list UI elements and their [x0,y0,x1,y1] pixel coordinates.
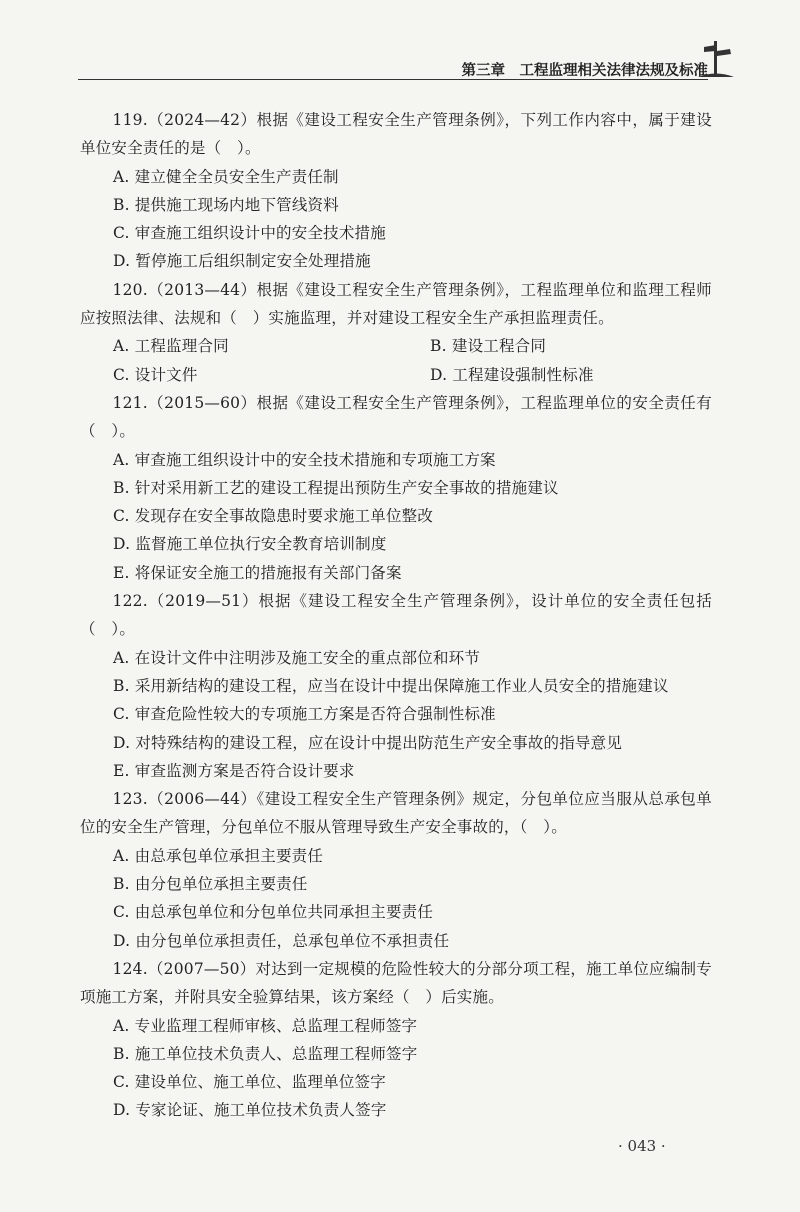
option-d: D. 专家论证、施工单位技术负责人签字 [113,1101,387,1120]
option-b: B. 针对采用新工艺的建设工程提出预防生产安全事故的措施建议 [113,478,559,497]
page-number: · 043 · [618,1137,666,1155]
question-stem: 122.（2019—51）根据《建设工程安全生产管理条例》，设计单位的安全责任包括（ ）。 [80,592,712,639]
option-a: A. 在设计文件中注明涉及施工安全的重点部位和环节 [113,648,481,667]
option-e: E. 审查监测方案是否符合设计要求 [113,761,355,780]
option-d: D. 工程建设强制性标准 [430,365,594,384]
header-rule [78,79,708,80]
option-a: A. 由总承包单位承担主要责任 [113,846,324,865]
question-block [80,106,712,276]
option-b: B. 施工单位技术负责人、总监理工程师签字 [113,1044,418,1063]
option-a: A. 专业监理工程师审核、总监理工程师签字 [113,1016,418,1035]
option-b: B. 建设工程合同 [430,337,547,356]
signpost-icon [694,37,738,81]
question-stem: 123.（2006—44）《建设工程安全生产管理条例》规定，分包单位应当服从总承包单位的安全生产管理，分包单位不服从管理导致生产安全事故的，（ ）。 [80,790,712,837]
option-a: A. 建立健全全员安全生产责任制 [113,167,339,186]
question-block [80,955,712,1125]
chapter-title: 第三章 工程监理相关法律法规及标准 [461,63,708,79]
question-block [80,785,712,955]
question-block [80,389,712,587]
question-stem: 121.（2015—60）根据《建设工程安全生产管理条例》，工程监理单位的安全责任有（ ）。 [80,393,712,441]
option-grid [80,332,712,389]
option-d: D. 由分包单位承担责任，总承包单位不承担责任 [113,931,450,950]
question-stem: 120.（2013—44）根据《建设工程安全生产管理条例》，工程监理单位和监理工程师应按照法律、法规和（ ）实施监理，并对建设工程安全生产承担监理责任。 [80,280,712,328]
option-c: C. 建设单位、施工单位、监理单位签字 [113,1073,386,1092]
option-c: C. 发现存在安全事故隐患时要求施工单位整改 [113,507,434,526]
page-header [0,0,800,90]
option-b: B. 提供施工现场内地下管线资料 [113,195,339,214]
option-d: D. 监督施工单位执行安全教育培训制度 [113,535,387,554]
option-c: C. 审查危险性较大的专项施工方案是否符合强制性标准 [113,705,496,724]
question-list [80,106,712,1125]
option-d: D. 对特殊结构的建设工程，应在设计中提出防范生产安全事故的指导意见 [113,733,623,752]
option-c: C. 设计文件 [113,365,198,384]
question-block [80,276,712,389]
question-stem: 124.（2007—50）对达到一定规模的危险性较大的分部分项工程，施工单位应编制专项施工方案，并附具安全验算结果，该方案经（ ）后实施。 [80,959,712,1007]
option-b: B. 由分包单位承担主要责任 [113,875,308,894]
option-d: D. 暂停施工后组织制定安全处理措施 [113,252,371,271]
question-block [80,587,712,785]
option-c: C. 由总承包单位和分包单位共同承担主要责任 [113,903,434,922]
option-a: A. 工程监理合同 [113,337,229,356]
question-stem: 119.（2024—42）根据《建设工程安全生产管理条例》，下列工作内容中，属于建设单位安全责任的是（ ）。 [80,111,712,158]
option-e: E. 将保证安全施工的措施报有关部门备案 [113,563,402,582]
option-c: C. 审查施工组织设计中的安全技术措施 [113,224,386,243]
option-b: B. 采用新结构的建设工程，应当在设计中提出保障施工作业人员安全的措施建议 [113,676,669,695]
option-a: A. 审查施工组织设计中的安全技术措施和专项施工方案 [113,450,496,469]
